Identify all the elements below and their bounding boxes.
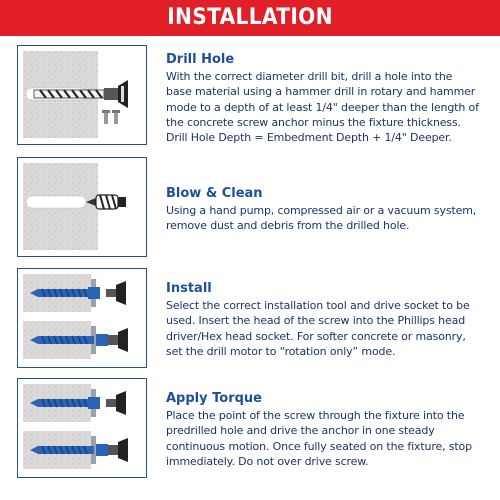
body-line: Using a hand pump, compressed air or a vacuum system,	[166, 204, 477, 217]
drilled-hole	[26, 196, 86, 208]
body-line: continuous motion. Once fully seated on the fixture, stop	[166, 439, 472, 453]
body-line: driver/Hex head socket. For softer concrete or masonry,	[166, 329, 466, 343]
step-body-apply-torque	[166, 408, 500, 469]
step-title-blow-clean: Blow & Clean	[166, 186, 263, 201]
step-title-drill-hole: Drill Hole	[166, 52, 235, 67]
body-line: mode to a depth of at least 1/4" deeper than the length of	[166, 100, 479, 114]
body-line: base material using a hammer drill in rotary and hammer	[166, 85, 476, 99]
step-title-install: Install	[166, 281, 212, 296]
installation-banner	[0, 0, 500, 36]
body-line: predrilled hole and drive the anchor in one steady	[166, 424, 435, 438]
step-title-apply-torque: Apply Torque	[166, 391, 262, 406]
step-body-drill-hole	[166, 69, 500, 145]
install-illustration	[17, 268, 147, 368]
step-body-install	[166, 298, 500, 359]
blow-clean-illustration	[17, 157, 147, 257]
body-line: used. Insert the head of the screw into the Phillips head	[166, 314, 466, 328]
small-screws-icon	[102, 110, 120, 124]
apply-torque-illustration	[17, 378, 147, 478]
banner-title: INSTALLATION	[167, 5, 333, 30]
body-line: Place the point of the screw through the fixture into the	[166, 409, 465, 422]
body-line: set the drill motor to “rotation only” mode.	[166, 344, 396, 358]
drill-hole-illustration	[17, 45, 147, 145]
body-line: immediately. Do not over drive screw.	[166, 454, 369, 468]
body-line: With the correct diameter drill bit, drill a hole into the	[166, 70, 453, 83]
body-line: Select the correct installation tool and drive socket to be	[166, 299, 470, 312]
body-line: Drill Hole Depth = Embedment Depth + 1/4" Deeper.	[166, 131, 452, 145]
step-body-blow-clean	[166, 203, 500, 234]
body-line: the concrete screw anchor minus the fixture thickness.	[166, 115, 461, 129]
body-line: remove dust and debris from the drilled hole.	[166, 219, 410, 233]
